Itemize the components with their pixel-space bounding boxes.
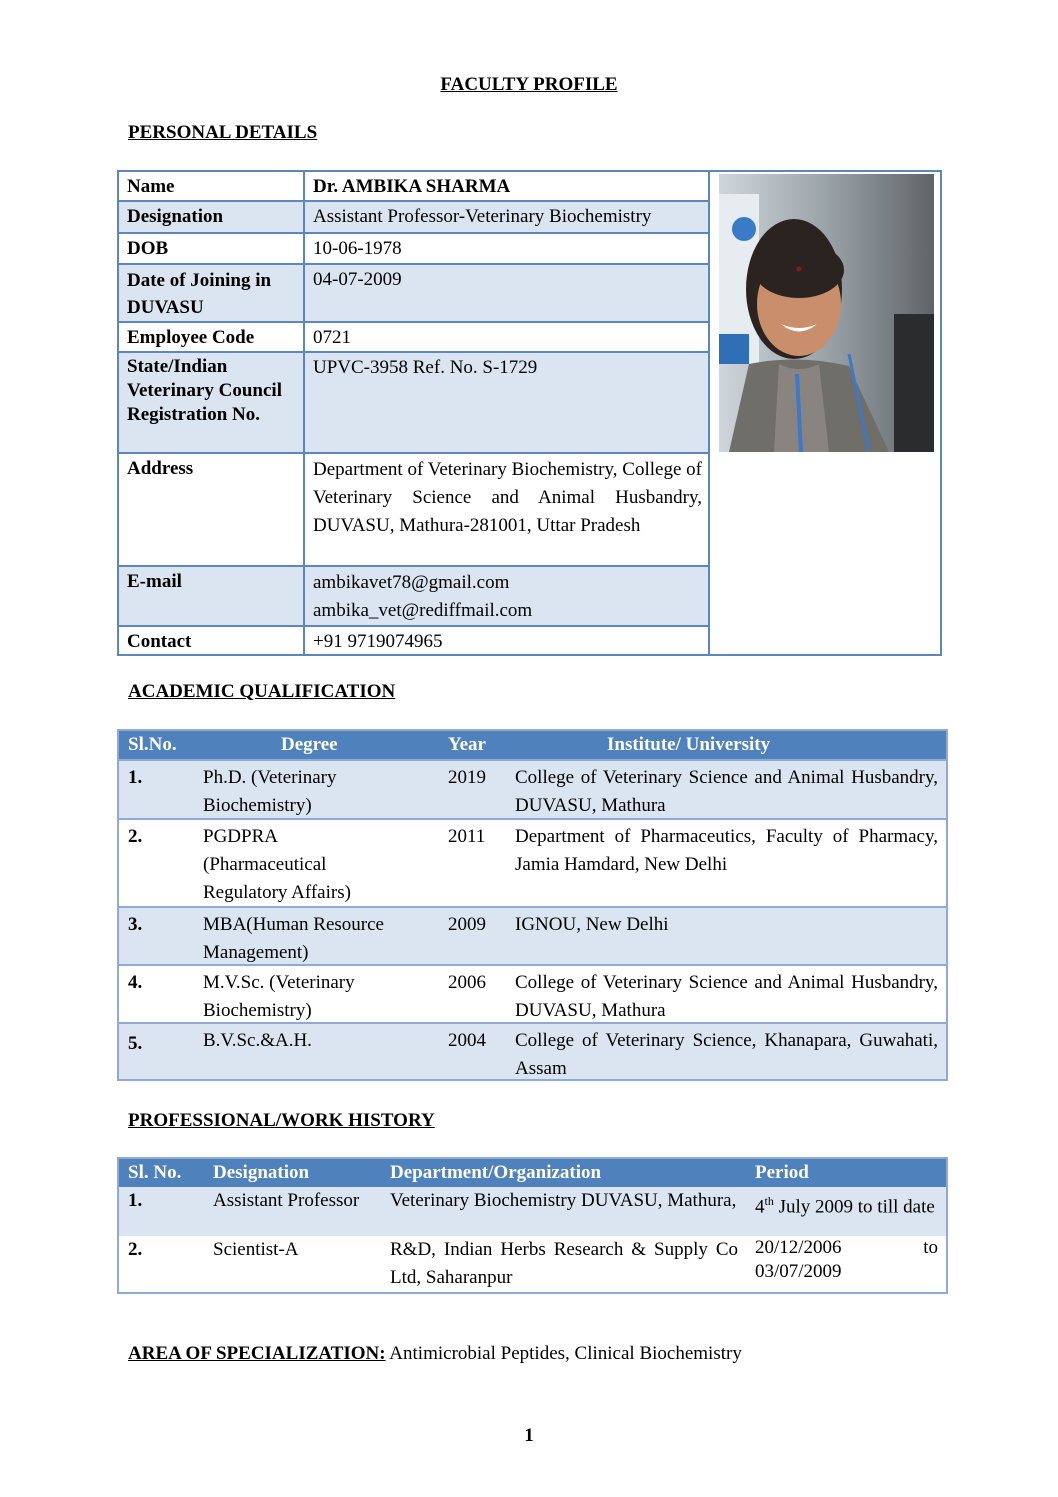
cell-slno: 2. <box>128 1239 143 1260</box>
table-row <box>119 906 946 964</box>
page-title: FACULTY PROFILE <box>440 74 618 95</box>
cell-degree: PGDPRA (Pharmaceutical Regulatory Affairs) <box>203 826 351 903</box>
academic-heading: ACADEMIC QUALIFICATION <box>128 681 396 702</box>
cell-slno: 5. <box>128 1033 143 1054</box>
work-header-row <box>119 1159 946 1187</box>
row-designation <box>119 202 710 234</box>
value-employee-code: 0721 <box>313 327 351 348</box>
cell-institute: College of Veterinary Science and Animal Husbandry, DUVASU, Mathura <box>515 972 938 1021</box>
cell-period <box>755 1189 938 1219</box>
value-contact: +91 9719074965 <box>313 631 443 652</box>
academic-header-row <box>119 731 946 759</box>
label-email: E-mail <box>119 567 305 625</box>
label-name: Name <box>119 172 305 200</box>
cell-designation: Scientist-A <box>213 1239 299 1260</box>
label-registration: State/Indian Veterinary Council Registration No. <box>119 353 305 452</box>
period-line-1 <box>755 1236 938 1260</box>
table-row <box>119 1022 946 1079</box>
cell-slno: 4. <box>128 972 143 993</box>
period-day: 4 <box>755 1196 765 1218</box>
value-email <box>305 567 710 625</box>
value-dob: 10-06-1978 <box>313 238 402 259</box>
cell-year: 2009 <box>448 914 486 935</box>
row-email <box>119 567 710 627</box>
cell-designation: Assistant Professor <box>213 1190 360 1211</box>
value-joining: 04-07-2009 <box>313 269 402 290</box>
period-rest: July 2009 to till date <box>773 1196 935 1218</box>
personal-details-table <box>117 170 942 656</box>
cell-slno: 1. <box>128 767 143 788</box>
value-address: Department of Veterinary Biochemistry, College of Veterinary Science and Animal Husbandry, DUVASU, Mathura-281001, Uttar Pradesh <box>313 459 702 536</box>
period-end: 03/07/2009 <box>755 1261 842 1282</box>
table-row <box>119 759 946 818</box>
profile-photo <box>719 174 934 452</box>
label-joining: Date of Joining in DUVASU <box>119 265 305 321</box>
row-address <box>119 454 710 567</box>
value-designation: Assistant Professor-Veterinary Biochemistry <box>313 206 652 227</box>
header-period: Period <box>755 1162 809 1183</box>
label-designation: Designation <box>119 202 305 232</box>
cell-period <box>755 1236 938 1284</box>
cell-degree: M.V.Sc. (Veterinary Biochemistry) <box>203 972 355 1021</box>
cell-slno: 2. <box>128 826 143 847</box>
cell-institute: College of Veterinary Science, Khanapara, Guwahati, Assam <box>515 1030 938 1079</box>
label-dob: DOB <box>119 234 305 263</box>
row-contact <box>119 627 710 654</box>
cell-institute: College of Veterinary Science and Animal Husbandry, DUVASU, Mathura <box>515 767 938 816</box>
header-institute: Institute/ University <box>607 734 771 755</box>
row-registration <box>119 353 710 454</box>
cell-institute: Department of Pharmaceutics, Faculty of Pharmacy, Jamia Hamdard, New Delhi <box>515 826 938 875</box>
table-row <box>119 964 946 1022</box>
email-primary: ambikavet78@gmail.com <box>313 572 510 593</box>
cell-year: 2006 <box>448 972 486 993</box>
row-joining <box>119 265 710 323</box>
table-row <box>119 1236 946 1292</box>
cell-slno: 3. <box>128 914 143 935</box>
table-row <box>119 1187 946 1236</box>
cell-institute: IGNOU, New Delhi <box>515 914 669 935</box>
email-secondary: ambika_vet@rediffmail.com <box>313 600 533 621</box>
row-employee-code <box>119 323 710 353</box>
cell-degree: Ph.D. (Veterinary Biochemistry) <box>203 767 337 816</box>
value-registration: UPVC-3958 Ref. No. S-1729 <box>313 357 538 378</box>
page-number: 1 <box>524 1425 534 1446</box>
academic-table <box>117 729 948 1081</box>
header-department: Department/Organization <box>390 1162 602 1183</box>
photo-divider <box>708 172 710 654</box>
cell-year: 2004 <box>448 1030 486 1051</box>
cell-department: R&D, Indian Herbs Research & Supply Co Ltd, Saharanpur <box>390 1239 738 1288</box>
specialization-value: Antimicrobial Peptides, Clinical Biochemistry <box>385 1343 742 1364</box>
work-heading: PROFESSIONAL/WORK HISTORY <box>128 1110 435 1131</box>
cell-degree: B.V.Sc.&A.H. <box>203 1030 312 1051</box>
value-name: Dr. AMBIKA SHARMA <box>313 176 511 197</box>
specialization-label: AREA OF SPECIALIZATION: <box>128 1343 386 1364</box>
personal-details-heading: PERSONAL DETAILS <box>128 122 318 143</box>
specialization <box>128 1343 742 1365</box>
period-start: 20/12/2006 <box>755 1237 842 1258</box>
cell-year: 2019 <box>448 767 486 788</box>
header-degree: Degree <box>281 734 338 755</box>
header-slno: Sl.No. <box>128 734 177 755</box>
label-contact: Contact <box>119 627 305 654</box>
work-table <box>117 1157 948 1294</box>
period-to: to <box>923 1237 938 1258</box>
cell-degree: MBA(Human Resource Management) <box>203 914 384 963</box>
row-name <box>119 172 710 202</box>
header-year: Year <box>448 734 486 755</box>
header-slno: Sl. No. <box>128 1162 182 1183</box>
cell-year: 2011 <box>448 826 486 847</box>
cell-slno: 1. <box>128 1190 143 1211</box>
cell-department: Veterinary Biochemistry DUVASU, Mathura, <box>390 1190 737 1211</box>
table-row <box>119 818 946 906</box>
label-employee-code: Employee Code <box>119 323 305 351</box>
period-ordinal: th <box>764 1194 774 1208</box>
header-designation: Designation <box>213 1162 310 1183</box>
row-dob <box>119 234 710 265</box>
label-address: Address <box>119 454 305 565</box>
